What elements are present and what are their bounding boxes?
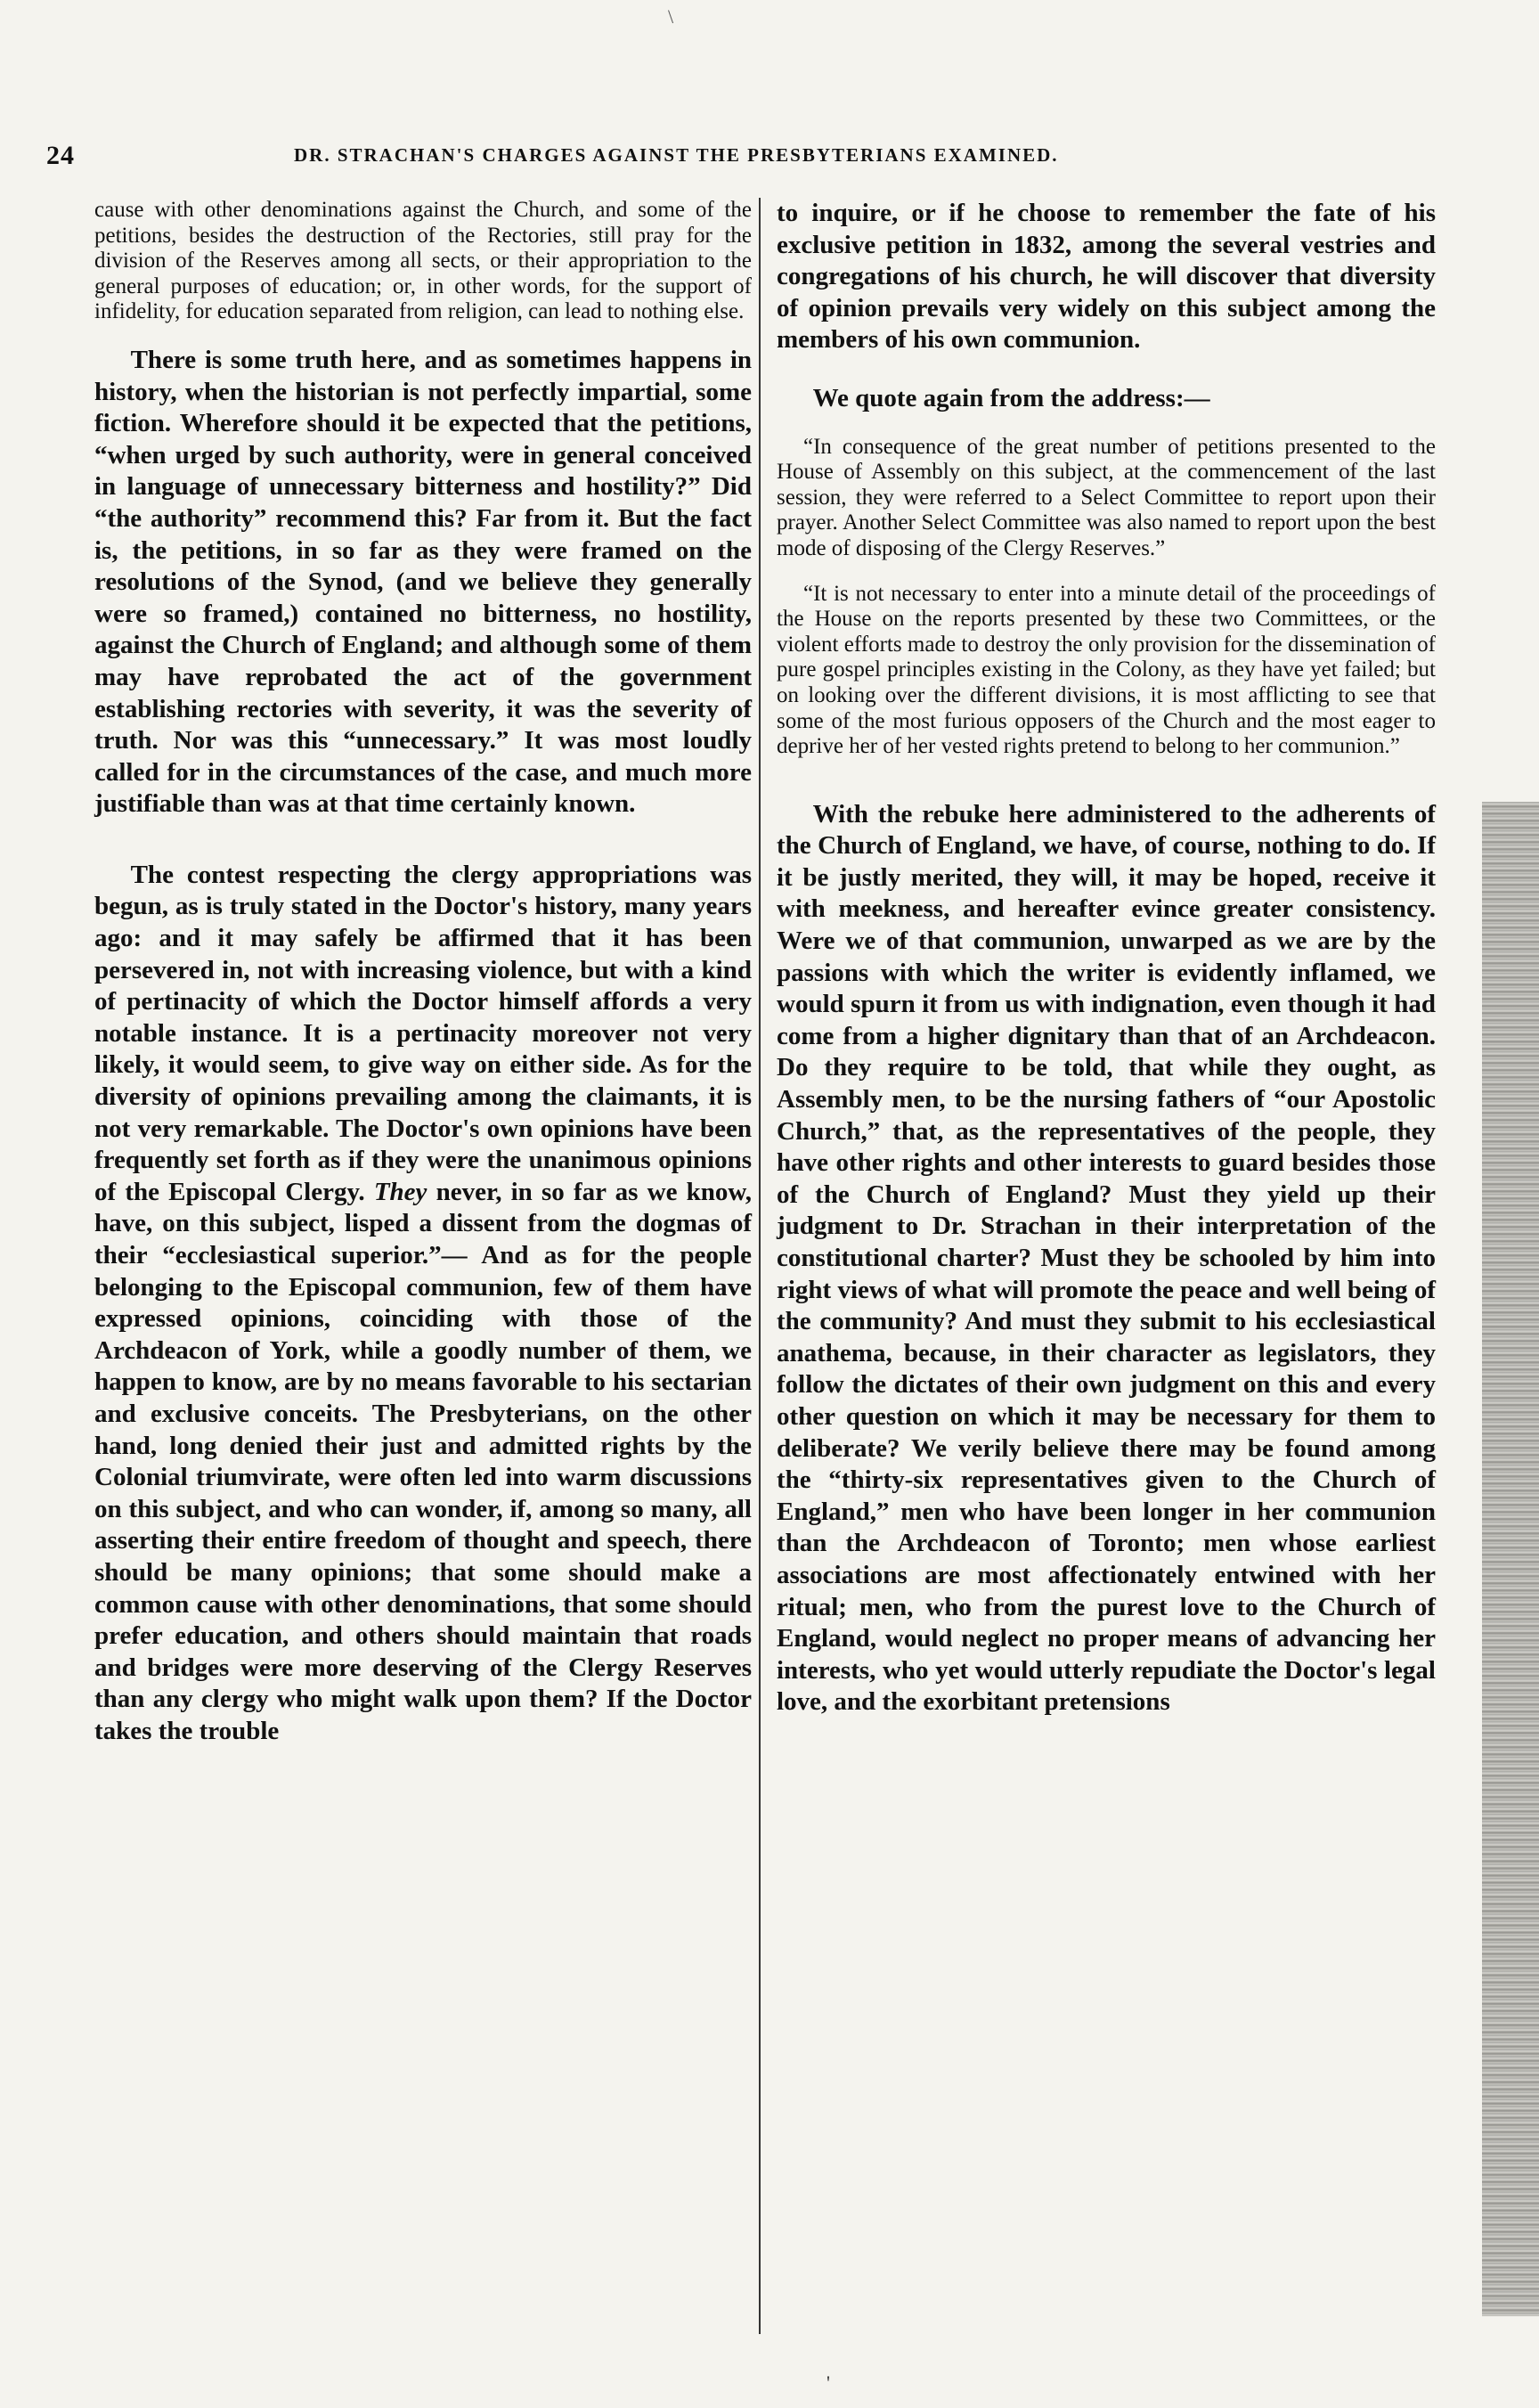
paragraph: There is some truth here, and as sometimes happens in history, when the historian is not perfectly impartial, some fiction. Wherefore should it be expected that the petitions, “when urged by such authority, were in general conceived in language of unnecessary bitterness and hostility?” Did “the authority” recommend this? Far from it. But the fact is, the petitions, in so far as they were framed on the resolutions of the Synod, (and we believe they generally were so framed,) contained no bitterness, no hostility, against the Church of England; and although some of them may have reprobated the act of the government establishing rectories with severity, it was the severity of truth. Nor was this “unnecessary.” It was most loudly called for in the circumstances of the case, and much more justifiable than was at that time certainly known. — [94, 345, 752, 819]
paragraph-text: never, in so far as we know, have, on this subject, lisped a dissent from the dogmas of their “ecclesiastical superior.”— And as for the people belonging to the Episcopal communion, few of them have expressed opinions, coinciding with those of the Archdeacon of York, while a goodly number of them, we happen to know, are by no means favorable to his sectarian and exclusive conceits. The Presbyterians, on the other hand, long denied their just and admitted rights by the Colonial triumvirate, were often led into warm discussions on this subject, and who can wonder, if, among so many, all asserting their entire freedom of thought and speech, there should be many opinions; that some should make a common cause with other denominations, that some should prefer education, and others should maintain that roads and bridges were more deserving of the Clergy Reserves than any clergy who might walk upon them? If the Doctor takes the trouble — [94, 1177, 752, 1745]
block-quote: “In consequence of the great number of petitions presented to the House of Assembly on this subject, at the commencement of the last session, they were referred to a Select Committee to report upon their prayer. Another Select Committee was also named to report upon the best mode of disposing of the Clergy Reserves.” — [777, 434, 1436, 560]
paragraph: to inquire, or if he choose to remember the fate of his exclusive petition in 1832, among the several vestries and congregations of his church, he will discover that diversity of opinion prevails very widely on this subject among the members of his own communion. — [777, 199, 1436, 355]
scan-edge-shadow — [1482, 802, 1539, 2316]
left-column — [94, 198, 752, 1748]
paragraph: cause with other denominations against the Church, and some of the petitions, besides the destruction of the Rectories, still pray for the division of the Reserves among all sects, or their appropriation to the general purposes of education; or, in other words, for the support of infidelity, for education separated from religion, can lead to nothing else. — [94, 198, 752, 324]
paragraph-text: The contest respecting the clergy appropriations was begun, as is truly stated in the Doctor's history, many years ago: and it may safely be affirmed that it has been persevered in, not with increasing violence, but with a kind of pertinacity of which the Doctor himself affords a very notable instance. It is a pertinacity moreover not very likely, it would seem, to give way on either side. As for the diversity of opinions prevailing among the claimants, it is not very remarkable. The Doctor's own opinions have been frequently set forth as if they were the unanimous opinions of the Episcopal Clergy. — [94, 860, 752, 1206]
emphasis-text: They — [373, 1177, 428, 1206]
page-number: 24 — [46, 141, 75, 170]
scan-mark-bottom: ' — [826, 2371, 830, 2394]
column-divider — [759, 198, 761, 2334]
paragraph: We quote again from the address:— — [812, 383, 1210, 412]
running-title: DR. STRACHAN'S CHARGES AGAINST THE PRESBYTERIANS EXAMINED. — [294, 144, 1059, 166]
block-quote: “It is not necessary to enter into a minute detail of the proceedings of the House on the reports presented by these two Committees, or the violent efforts made to destroy the only provision for the dissemination of pure gospel principles existing in the Colony, as they have yet failed; but on looking over the different divisions, it is most afflicting to see that some of the most furious opposers of the Church and the most eager to deprive her of her vested rights pretend to belong to her communion.” — [777, 581, 1436, 759]
right-column — [777, 198, 1436, 1718]
scan-mark-top: \ — [668, 5, 674, 28]
paragraph: With the rebuke here administered to the adherents of the Church of England, we have, of course, nothing to do. If it be justly merited, they will, it may be hoped, receive it with meekness, and hereafter evince greater consistency. Were we of that communion, unwarped as we are by the passions with which the writer is evidently inflamed, we would spurn it from us with indignation, even though it had come from a higher dignitary than that of an Archdeacon. Do they require to be told, that while they ought, as Assembly men, to be the nursing fathers of “our Apostolic Church,” that, as the representatives of the people, they have other rights and other interests to guard besides those of the Church of England? Must they yield up their judgment to Dr. Strachan in their interpretation of the constitutional charter? Must they be schooled by him into right views of what will promote the peace and well being of the community? And must they submit to his ecclesiastical anathema, because, in their character as legislators, they follow the dictates of their own judgment on this and every other question on which it may be necessary for them to deliberate? We verily believe there may be found among the “thirty-six representatives given to the Church of England,” men who have been longer in her communion than the Archdeacon of Toronto; men whose earliest associations are most affectionately entwined with her ritual; men, who from the purest love to the Church of England, would neglect no proper means of advancing her interests, who yet would utterly repudiate the Doctor's legal love, and the exorbitant pretensions — [777, 799, 1436, 1717]
paragraph — [94, 860, 752, 1748]
